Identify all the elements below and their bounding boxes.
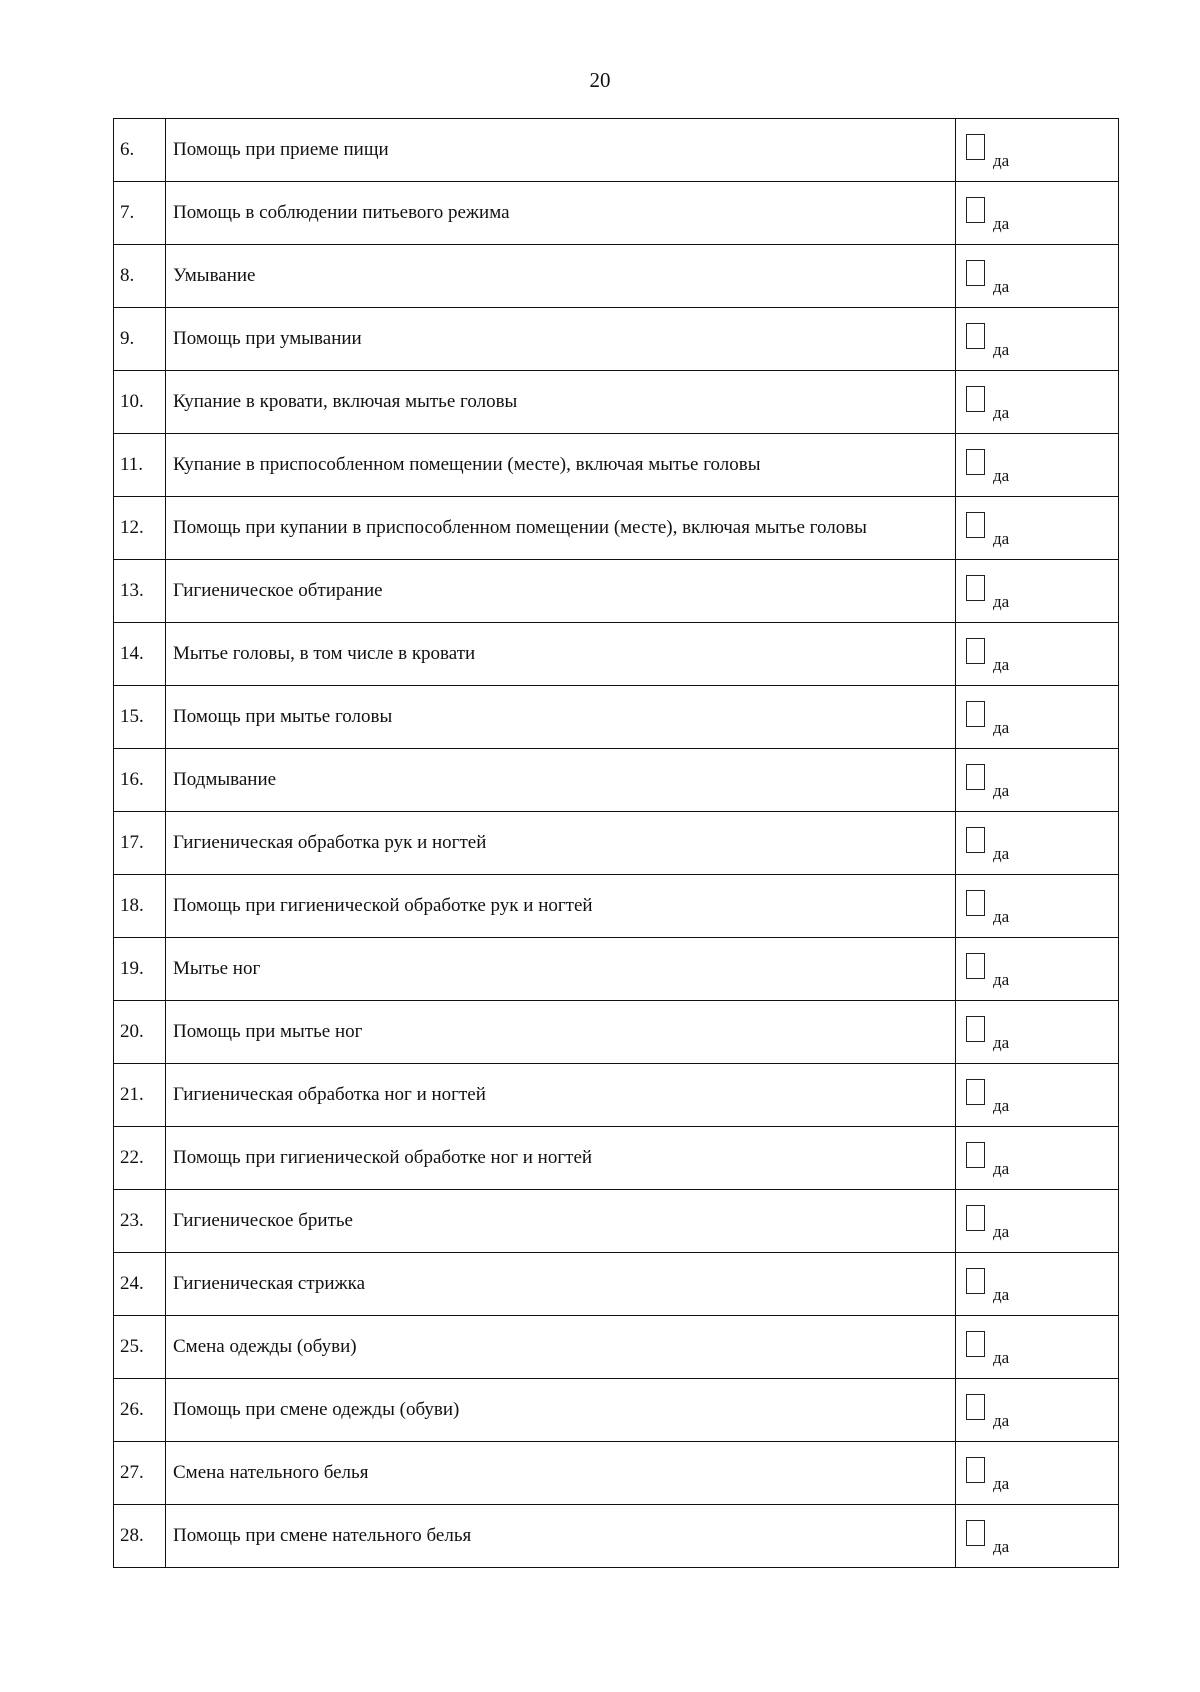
yes-checkbox[interactable]: [966, 701, 985, 727]
table-row: [114, 245, 1119, 308]
yes-checkbox[interactable]: [966, 1394, 985, 1420]
table-row: [114, 182, 1119, 245]
yes-checkbox[interactable]: [966, 575, 985, 601]
table-row: [114, 1316, 1119, 1379]
row-number: 28.: [114, 1505, 166, 1568]
yes-checkbox[interactable]: [966, 1457, 985, 1483]
checklist-body: [114, 119, 1119, 1568]
service-name: Гигиеническое обтирание: [166, 560, 956, 623]
service-name: Помощь при смене одежды (обуви): [166, 1379, 956, 1442]
yes-label: да: [993, 970, 1010, 989]
table-row: [114, 875, 1119, 938]
yes-checkbox[interactable]: [966, 134, 985, 160]
checkbox-cell: [956, 1253, 1119, 1316]
service-name: Помощь при приеме пищи: [166, 119, 956, 182]
row-number: 14.: [114, 623, 166, 686]
table-row: [114, 1505, 1119, 1568]
table-row: [114, 1442, 1119, 1505]
yes-checkbox[interactable]: [966, 827, 985, 853]
checkbox-cell: [956, 938, 1119, 1001]
table-row: [114, 1001, 1119, 1064]
yes-label: да: [993, 214, 1010, 233]
row-number: 24.: [114, 1253, 166, 1316]
checkbox-cell: [956, 1505, 1119, 1568]
yes-label: да: [993, 151, 1010, 170]
checkbox-cell: [956, 560, 1119, 623]
table-row: [114, 371, 1119, 434]
checkbox-cell: [956, 308, 1119, 371]
yes-checkbox[interactable]: [966, 449, 985, 475]
yes-label: да: [993, 781, 1010, 800]
yes-checkbox[interactable]: [966, 1520, 985, 1546]
yes-checkbox[interactable]: [966, 1016, 985, 1042]
row-number: 7.: [114, 182, 166, 245]
checkbox-cell: [956, 1064, 1119, 1127]
yes-checkbox[interactable]: [966, 1331, 985, 1357]
yes-checkbox[interactable]: [966, 386, 985, 412]
yes-checkbox[interactable]: [966, 260, 985, 286]
row-number: 17.: [114, 812, 166, 875]
yes-label: да: [993, 1159, 1010, 1178]
checkbox-cell: [956, 371, 1119, 434]
yes-checkbox[interactable]: [966, 1205, 985, 1231]
table-row: [114, 308, 1119, 371]
yes-checkbox[interactable]: [966, 197, 985, 223]
checkbox-cell: [956, 686, 1119, 749]
row-number: 16.: [114, 749, 166, 812]
service-name: Подмывание: [166, 749, 956, 812]
table-row: [114, 938, 1119, 1001]
yes-label: да: [993, 1474, 1010, 1493]
service-name: Помощь при смене нательного белья: [166, 1505, 956, 1568]
yes-label: да: [993, 1096, 1010, 1115]
page-number: 20: [589, 68, 611, 92]
yes-label: да: [993, 844, 1010, 863]
table-row: [114, 1253, 1119, 1316]
checkbox-cell: [956, 1190, 1119, 1253]
row-number: 15.: [114, 686, 166, 749]
service-name: Помощь при мытье ног: [166, 1001, 956, 1064]
checkbox-cell: [956, 119, 1119, 182]
row-number: 10.: [114, 371, 166, 434]
service-name: Помощь при гигиенической обработке рук и ногтей: [166, 875, 956, 938]
service-name: Гигиеническая обработка рук и ногтей: [166, 812, 956, 875]
table-row: [114, 1190, 1119, 1253]
yes-checkbox[interactable]: [966, 323, 985, 349]
service-name: Гигиеническая обработка ног и ногтей: [166, 1064, 956, 1127]
table-row: [114, 497, 1119, 560]
row-number: 21.: [114, 1064, 166, 1127]
checkbox-cell: [956, 434, 1119, 497]
yes-checkbox[interactable]: [966, 512, 985, 538]
yes-checkbox[interactable]: [966, 1079, 985, 1105]
checkbox-cell: [956, 1316, 1119, 1379]
service-name: Гигиеническая стрижка: [166, 1253, 956, 1316]
service-name: Помощь в соблюдении питьевого режима: [166, 182, 956, 245]
yes-label: да: [993, 1537, 1010, 1556]
checkbox-cell: [956, 182, 1119, 245]
services-checklist-table: [113, 118, 1119, 1568]
yes-label: да: [993, 655, 1010, 674]
checkbox-cell: [956, 812, 1119, 875]
checkbox-cell: [956, 1442, 1119, 1505]
yes-label: да: [993, 1411, 1010, 1430]
row-number: 18.: [114, 875, 166, 938]
table-row: [114, 686, 1119, 749]
table-row: [114, 623, 1119, 686]
service-name: Купание в приспособленном помещении (месте), включая мытье головы: [166, 434, 956, 497]
checkbox-cell: [956, 875, 1119, 938]
table-row: [114, 812, 1119, 875]
checkbox-cell: [956, 245, 1119, 308]
table-row: [114, 1064, 1119, 1127]
service-name: Купание в кровати, включая мытье головы: [166, 371, 956, 434]
row-number: 12.: [114, 497, 166, 560]
yes-label: да: [993, 403, 1010, 422]
row-number: 19.: [114, 938, 166, 1001]
checkbox-cell: [956, 749, 1119, 812]
row-number: 6.: [114, 119, 166, 182]
yes-label: да: [993, 1222, 1010, 1241]
checkbox-cell: [956, 497, 1119, 560]
service-name: Помощь при купании в приспособленном помещении (месте), включая мытье головы: [166, 497, 956, 560]
yes-checkbox[interactable]: [966, 1268, 985, 1294]
table-row: [114, 560, 1119, 623]
yes-label: да: [993, 466, 1010, 485]
yes-checkbox[interactable]: [966, 638, 985, 664]
row-number: 13.: [114, 560, 166, 623]
yes-label: да: [993, 277, 1010, 296]
yes-checkbox[interactable]: [966, 890, 985, 916]
service-name: Мытье головы, в том числе в кровати: [166, 623, 956, 686]
table-row: [114, 434, 1119, 497]
row-number: 27.: [114, 1442, 166, 1505]
row-number: 23.: [114, 1190, 166, 1253]
service-name: Мытье ног: [166, 938, 956, 1001]
yes-label: да: [993, 1033, 1010, 1052]
yes-label: да: [993, 907, 1010, 926]
row-number: 25.: [114, 1316, 166, 1379]
yes-checkbox[interactable]: [966, 1142, 985, 1168]
yes-label: да: [993, 592, 1010, 611]
checkbox-cell: [956, 1379, 1119, 1442]
yes-label: да: [993, 1285, 1010, 1304]
checkbox-cell: [956, 1127, 1119, 1190]
checkbox-cell: [956, 623, 1119, 686]
yes-label: да: [993, 718, 1010, 737]
service-name: Помощь при мытье головы: [166, 686, 956, 749]
row-number: 9.: [114, 308, 166, 371]
row-number: 22.: [114, 1127, 166, 1190]
service-name: Смена нательного белья: [166, 1442, 956, 1505]
row-number: 20.: [114, 1001, 166, 1064]
checkbox-cell: [956, 1001, 1119, 1064]
service-name: Помощь при умывании: [166, 308, 956, 371]
row-number: 11.: [114, 434, 166, 497]
yes-checkbox[interactable]: [966, 764, 985, 790]
row-number: 26.: [114, 1379, 166, 1442]
yes-label: да: [993, 529, 1010, 548]
yes-checkbox[interactable]: [966, 953, 985, 979]
row-number: 8.: [114, 245, 166, 308]
table-row: [114, 119, 1119, 182]
service-name: Смена одежды (обуви): [166, 1316, 956, 1379]
table-row: [114, 1379, 1119, 1442]
service-name: Помощь при гигиенической обработке ног и ногтей: [166, 1127, 956, 1190]
table-row: [114, 1127, 1119, 1190]
service-name: Гигиеническое бритье: [166, 1190, 956, 1253]
table-row: [114, 749, 1119, 812]
yes-label: да: [993, 340, 1010, 359]
service-name: Умывание: [166, 245, 956, 308]
yes-label: да: [993, 1348, 1010, 1367]
